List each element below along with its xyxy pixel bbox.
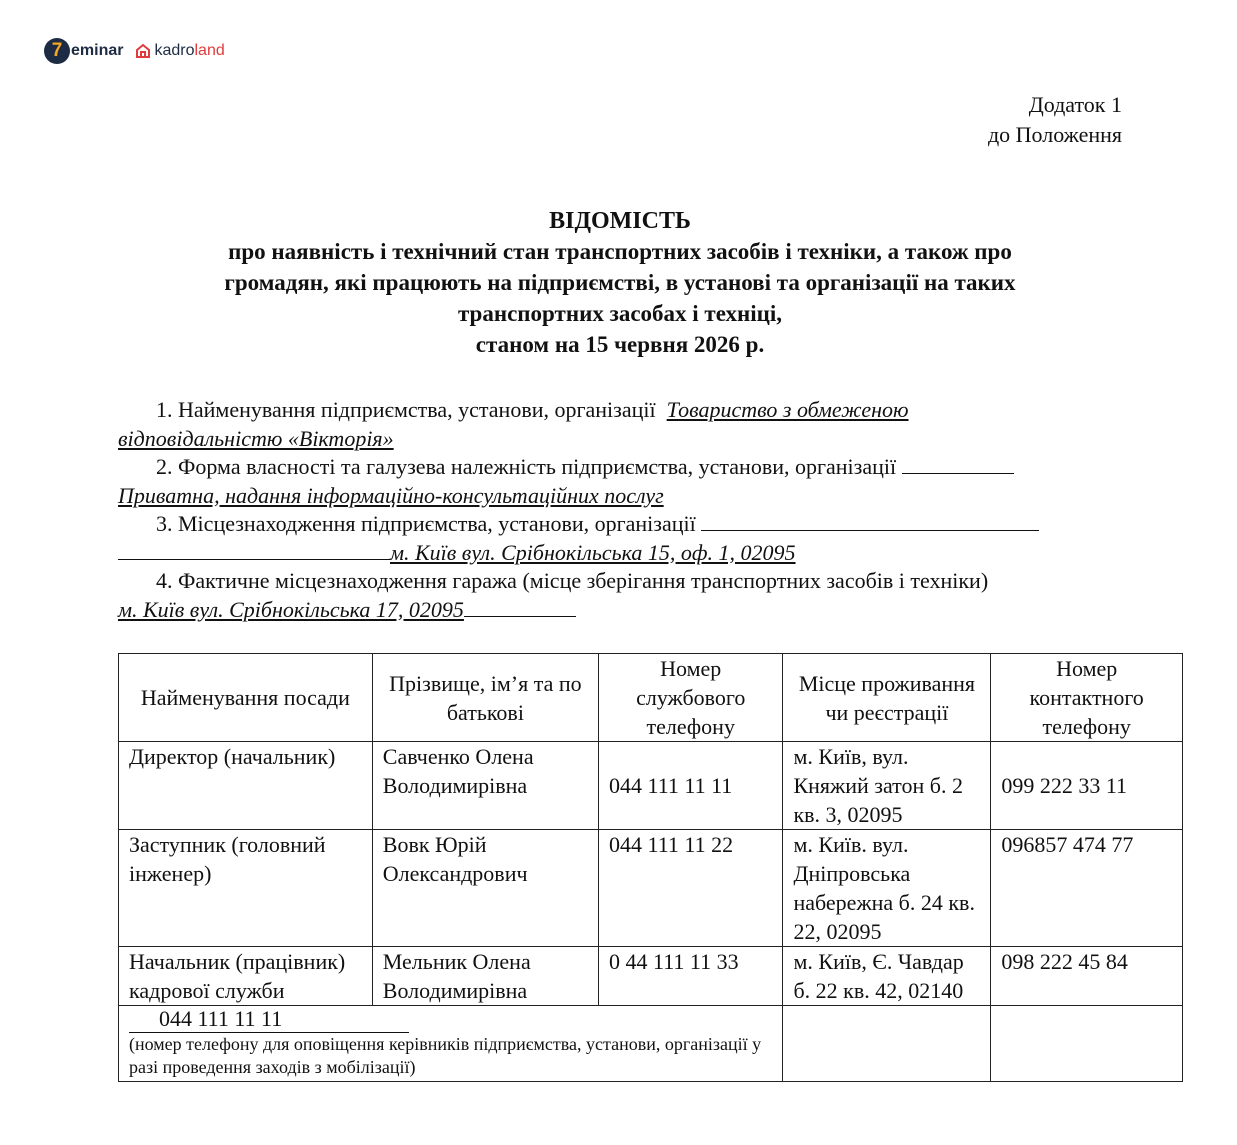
seven-badge-icon: 7	[44, 38, 70, 64]
field-2-blank	[902, 453, 1014, 474]
field-1	[118, 396, 1122, 425]
field-3-lead-blank	[118, 539, 390, 560]
header-contact-phone: Номер контактного телефону	[991, 654, 1183, 742]
kadroland-logo	[135, 42, 224, 60]
table-row	[119, 830, 1183, 947]
table-row	[119, 742, 1183, 830]
header-address: Місце проживання чи реєстрації	[783, 654, 991, 742]
field-1-label: 1. Найменування підприємства, установи, організації	[156, 397, 656, 422]
cell-contact-phone: 096857 474 77	[991, 830, 1183, 947]
seminar-logo	[44, 38, 123, 64]
field-1-value-a: Товариство з обмеженою	[666, 397, 909, 422]
title-line-1: про наявність і технічний стан транспортних засобів і техніки, а також про	[228, 239, 1012, 264]
organization-fields	[118, 396, 1122, 624]
kadro-part: kadro	[154, 42, 195, 59]
field-4-cont	[118, 596, 1122, 625]
kadroland-logo-text	[154, 42, 224, 60]
cell-contact-phone: 098 222 45 84	[991, 947, 1183, 1006]
footer-notification-cell	[119, 1006, 783, 1082]
field-1-cont	[118, 425, 1122, 454]
cell-work-phone: 0 44 111 11 33	[599, 947, 783, 1006]
field-2-cont	[118, 482, 1122, 511]
field-3-cont	[118, 539, 1122, 568]
field-3-blank	[701, 510, 1039, 531]
header-name: Прізвище, ім’я та по батькові	[372, 654, 598, 742]
appendix-line-2: до Положення	[987, 122, 1122, 147]
title-line-2: громадян, які працюють на підприємстві, в установі та організації на таких	[224, 270, 1016, 295]
footer-empty-cell	[991, 1006, 1183, 1082]
title-line-4: станом на 15 червня 2026 р.	[475, 332, 765, 357]
field-3-label: 3. Місцезнаходження підприємства, установи, організації	[156, 511, 696, 536]
seminar-logo-text: eminar	[71, 42, 124, 59]
header-position: Найменування посади	[119, 654, 373, 742]
field-2	[118, 453, 1122, 482]
cell-address: м. Київ, Є. Чавдар б. 22 кв. 42, 02140	[783, 947, 991, 1006]
kadroland-house-icon	[135, 43, 151, 59]
cell-address: м. Київ. вул. Дніпровська набережна б. 24 кв. 22, 02095	[783, 830, 991, 947]
staff-table	[118, 653, 1183, 1082]
cell-position: Директор (начальник)	[119, 742, 373, 830]
notification-phone: 044 111 11 11	[129, 1006, 409, 1033]
cell-work-phone: 044 111 11 22	[599, 830, 783, 947]
table-footer-row	[119, 1006, 1183, 1082]
cell-name: Мельник Олена Володимирівна	[372, 947, 598, 1006]
cell-address: м. Київ, вул. Княжий затон б. 2 кв. 3, 02095	[783, 742, 991, 830]
field-2-value: Приватна, надання інформаційно-консультаційних послуг	[118, 482, 664, 508]
cell-position: Заступник (головний інженер)	[119, 830, 373, 947]
appendix-line-1: Додаток 1	[1028, 92, 1122, 117]
cell-work-phone: 044 111 11 11	[599, 742, 783, 830]
title-main: ВІДОМІСТЬ	[549, 208, 691, 234]
cell-position: Начальник (працівник) кадрової служби	[119, 947, 373, 1006]
document-title	[118, 206, 1122, 360]
table-header-row	[119, 654, 1183, 742]
field-2-label: 2. Форма власності та галузева належність підприємства, установи, організації	[156, 454, 897, 479]
notification-phone-line	[129, 1006, 772, 1033]
cell-contact-phone: 099 222 33 11	[991, 742, 1183, 830]
field-3-value: м. Київ вул. Срібнокільська 15, оф. 1, 02095	[390, 539, 796, 565]
field-4-value: м. Київ вул. Срібнокільська 17, 02095	[118, 596, 464, 622]
notification-note: (номер телефону для оповіщення керівників підприємства, установи, організації у разі проведення заходів з мобілізації)	[129, 1034, 762, 1077]
appendix-note	[988, 90, 1122, 150]
cell-name: Вовк Юрій Олександрович	[372, 830, 598, 947]
land-part: land	[194, 42, 225, 59]
header-work-phone: Номер службового телефону	[599, 654, 783, 742]
title-line-3: транспортних засобах і техніці,	[457, 301, 783, 326]
table-row	[119, 947, 1183, 1006]
cell-name: Савченко Олена Володимирівна	[372, 742, 598, 830]
field-1-value-b: відповідальністю «Вікторія»	[118, 425, 394, 451]
field-4-label: 4. Фактичне місцезнаходження гаража (місце зберігання транспортних засобів і техніки)	[156, 568, 989, 593]
field-3	[118, 510, 1122, 539]
footer-empty-cell	[783, 1006, 991, 1082]
field-4	[118, 567, 1122, 596]
header-logos	[44, 38, 225, 64]
field-4-blank	[464, 596, 576, 617]
